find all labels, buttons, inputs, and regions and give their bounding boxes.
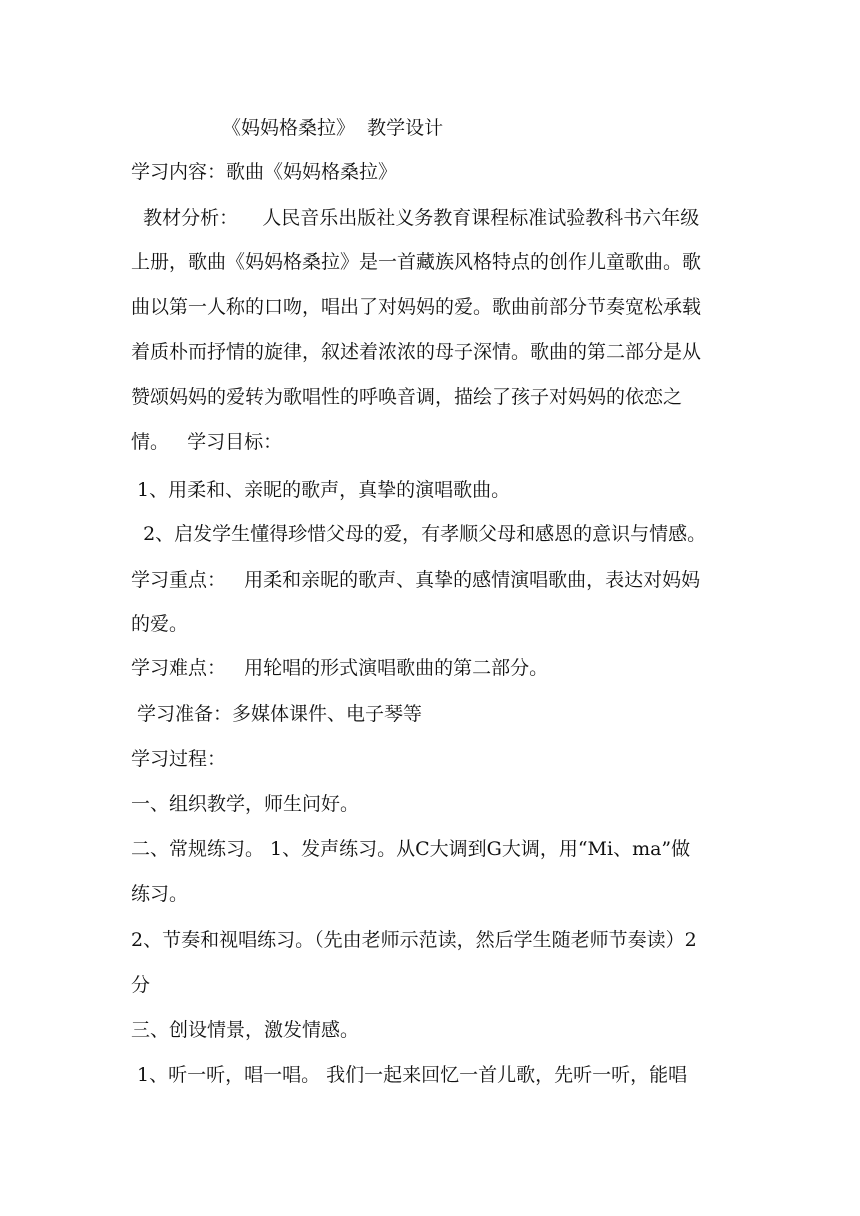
text-line: 1、听一听，唱一唱。 我们一起来回忆一首儿歌，先听一听，能唱 — [131, 1064, 688, 1086]
text-line: 2、节奏和视唱练习。（先由老师示范读，然后学生随老师节奏读）2 — [131, 929, 697, 951]
text-line: 二、常规练习。 1、发声练习。从C大调到G大调，用“Mi、ma”做 — [131, 838, 691, 860]
text-line: 学习重点： 用柔和亲昵的歌声、真挚的感情演唱歌曲，表达对妈妈 — [131, 569, 701, 591]
text-line: 2、启发学生懂得珍惜父母的爱，有孝顺父母和感恩的意识与情感。 — [131, 523, 707, 545]
text-line: 着质朴而抒情的旋律，叙述着浓浓的母子深情。歌曲的第二部分是从 — [131, 341, 702, 363]
text-line: 分 — [131, 974, 151, 996]
text-line: 学习过程： — [131, 748, 227, 770]
text-line: 情。 学习目标： — [131, 431, 283, 453]
text-line: 练习。 — [131, 883, 189, 905]
text-line: 的爱。 — [131, 613, 189, 635]
text-line: 学习内容：歌曲《妈妈格桑拉》 — [131, 161, 398, 183]
text-line: 教材分析： 人民音乐出版社义务教育课程标准试验教科书六年级 — [131, 207, 700, 229]
text-line: 上册，歌曲《妈妈格桑拉》是一首藏族风格特点的创作儿童歌曲。歌 — [131, 251, 702, 273]
text-line: 1、用柔和、亲昵的歌声，真挚的演唱歌曲。 — [131, 479, 511, 501]
document-title: 《妈妈格桑拉》 教学设计 — [222, 117, 444, 139]
text-line: 一、组织教学，师生问好。 — [131, 793, 360, 815]
text-line: 学习准备：多媒体课件、电子琴等 — [131, 703, 423, 725]
text-line: 曲以第一人称的口吻，唱出了对妈妈的爱。歌曲前部分节奏宽松承载 — [131, 296, 702, 318]
text-line: 学习难点： 用轮唱的形式演唱歌曲的第二部分。 — [131, 657, 549, 679]
text-line: 三、创设情景，激发情感。 — [131, 1019, 360, 1041]
text-line: 赞颂妈妈的爱转为歌唱性的呼唤音调，描绘了孩子对妈妈的依恋之 — [131, 386, 683, 408]
